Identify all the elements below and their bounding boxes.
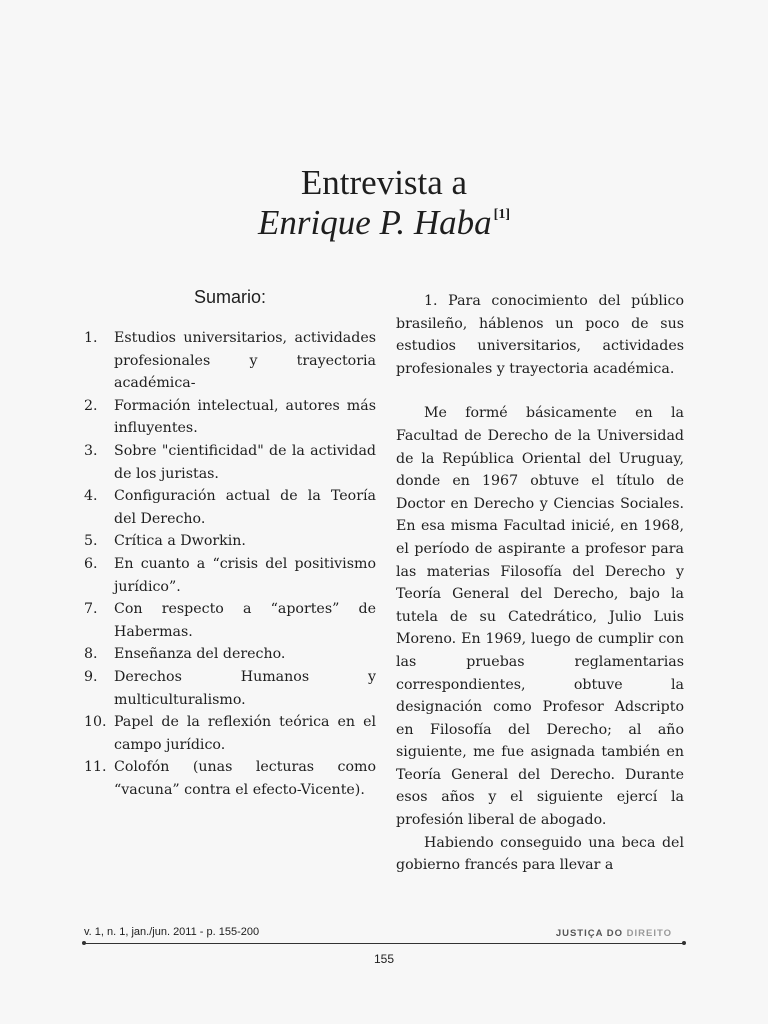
summary-item-number: 7. <box>84 601 98 618</box>
summary-item <box>84 553 376 598</box>
summary-item-text: Estudios universitarios, actividades profesionales y trayectoria académica- <box>114 330 376 392</box>
summary-item-text: Enseñanza del derecho. <box>114 646 286 663</box>
summary-item-text: Papel de la reflexión teórica en el campo jurídico. <box>114 714 376 753</box>
answer-paragraph: Habiendo conseguido una beca del gobierno francés para llevar a <box>396 834 684 874</box>
summary-item <box>84 666 376 711</box>
summary-item-number: 9. <box>84 668 98 685</box>
summary-item <box>84 395 376 440</box>
summary-list-column <box>84 327 376 801</box>
summary-item <box>84 598 376 643</box>
summary-item-text: Formación intelectual, autores más influyentes. <box>114 397 376 437</box>
summary-list <box>84 327 376 801</box>
summary-item-number: 2. <box>84 397 98 414</box>
summary-item-text: Configuración actual de la Teoría del Derecho. <box>114 488 376 527</box>
journal-name-b: DIREITO <box>626 928 672 939</box>
summary-item-number: 10. <box>84 714 107 731</box>
summary-item-number: 6. <box>84 555 98 572</box>
summary-item-number: 3. <box>84 442 98 459</box>
summary-item-text: En cuanto a “crisis del positivismo jurídico”. <box>114 555 376 595</box>
rule-end-dot <box>682 941 686 945</box>
journal-name <box>556 928 672 939</box>
body-column <box>396 290 684 877</box>
summary-item-text: Crítica a Dworkin. <box>114 533 246 550</box>
journal-name-a: JUSTIÇA DO <box>555 928 623 939</box>
summary-item <box>84 643 376 666</box>
summary-item-number: 11. <box>84 759 107 776</box>
summary-item <box>84 711 376 756</box>
summary-item <box>84 530 376 553</box>
citation: v. 1, n. 1, jan./jun. 2011 - p. 155-200 <box>84 926 260 938</box>
summary-item-text: Derechos Humanos y multiculturalismo. <box>114 668 376 708</box>
summary-heading: Sumario: <box>193 287 267 307</box>
summary-item-text: Sobre "cientificidad" de la actividad de los juristas. <box>114 442 376 482</box>
summary-item <box>84 440 376 485</box>
title-line: Entrevista a <box>300 163 468 202</box>
summary-item-number: 5. <box>84 533 98 550</box>
summary-item-text: Con respecto a “aportes” de Habermas. <box>114 601 376 640</box>
answer-paragraph: Me formé básicamente en la Facultad de Derecho de la Universidad de la República Oriental del Uruguay, donde en 1967 obtuve el título de Doctor en Derecho y Ciencias Sociales. En esa misma Facultad inicié, en 1968, el período de aspirante a profesor para las materias Filosofía del Derecho y Teoría General del Derecho, bajo la tutela de su Catedrático, Julio Luis Moreno. En 1969, luego de cumplir con las pruebas reglamentarias correspondientes, obtuve la designación como Profesor Adscripto en Filosofía del Derecho; al año siguiente, me fue asignada también en Teoría General del Derecho. Durante esos años y el siguiente ejercí la profesión liberal de abogado. <box>396 405 684 829</box>
interviewee-name <box>0 203 768 243</box>
summary-item <box>84 756 376 801</box>
summary-item-number: 8. <box>84 646 98 663</box>
summary-item-number: 1. <box>84 330 98 346</box>
question-paragraph: 1. Para conocimiento del público brasileño, háblenos un poco de sus estudios universitarios, actividades profesionales y trayectoria académica. <box>396 293 684 377</box>
footer-rule <box>84 943 684 944</box>
page-number: 155 <box>373 952 395 966</box>
summary-item-number: 4. <box>84 488 98 505</box>
name-text: Enrique P. Haba <box>258 203 492 242</box>
summary-item <box>84 485 376 530</box>
footnote-ref[interactable]: [1] <box>493 207 510 222</box>
summary-item-text: Colofón (unas lecturas como “vacuna” contra el efecto-Vicente). <box>114 759 376 798</box>
summary-item <box>84 327 376 395</box>
rule-end-dot <box>82 941 86 945</box>
